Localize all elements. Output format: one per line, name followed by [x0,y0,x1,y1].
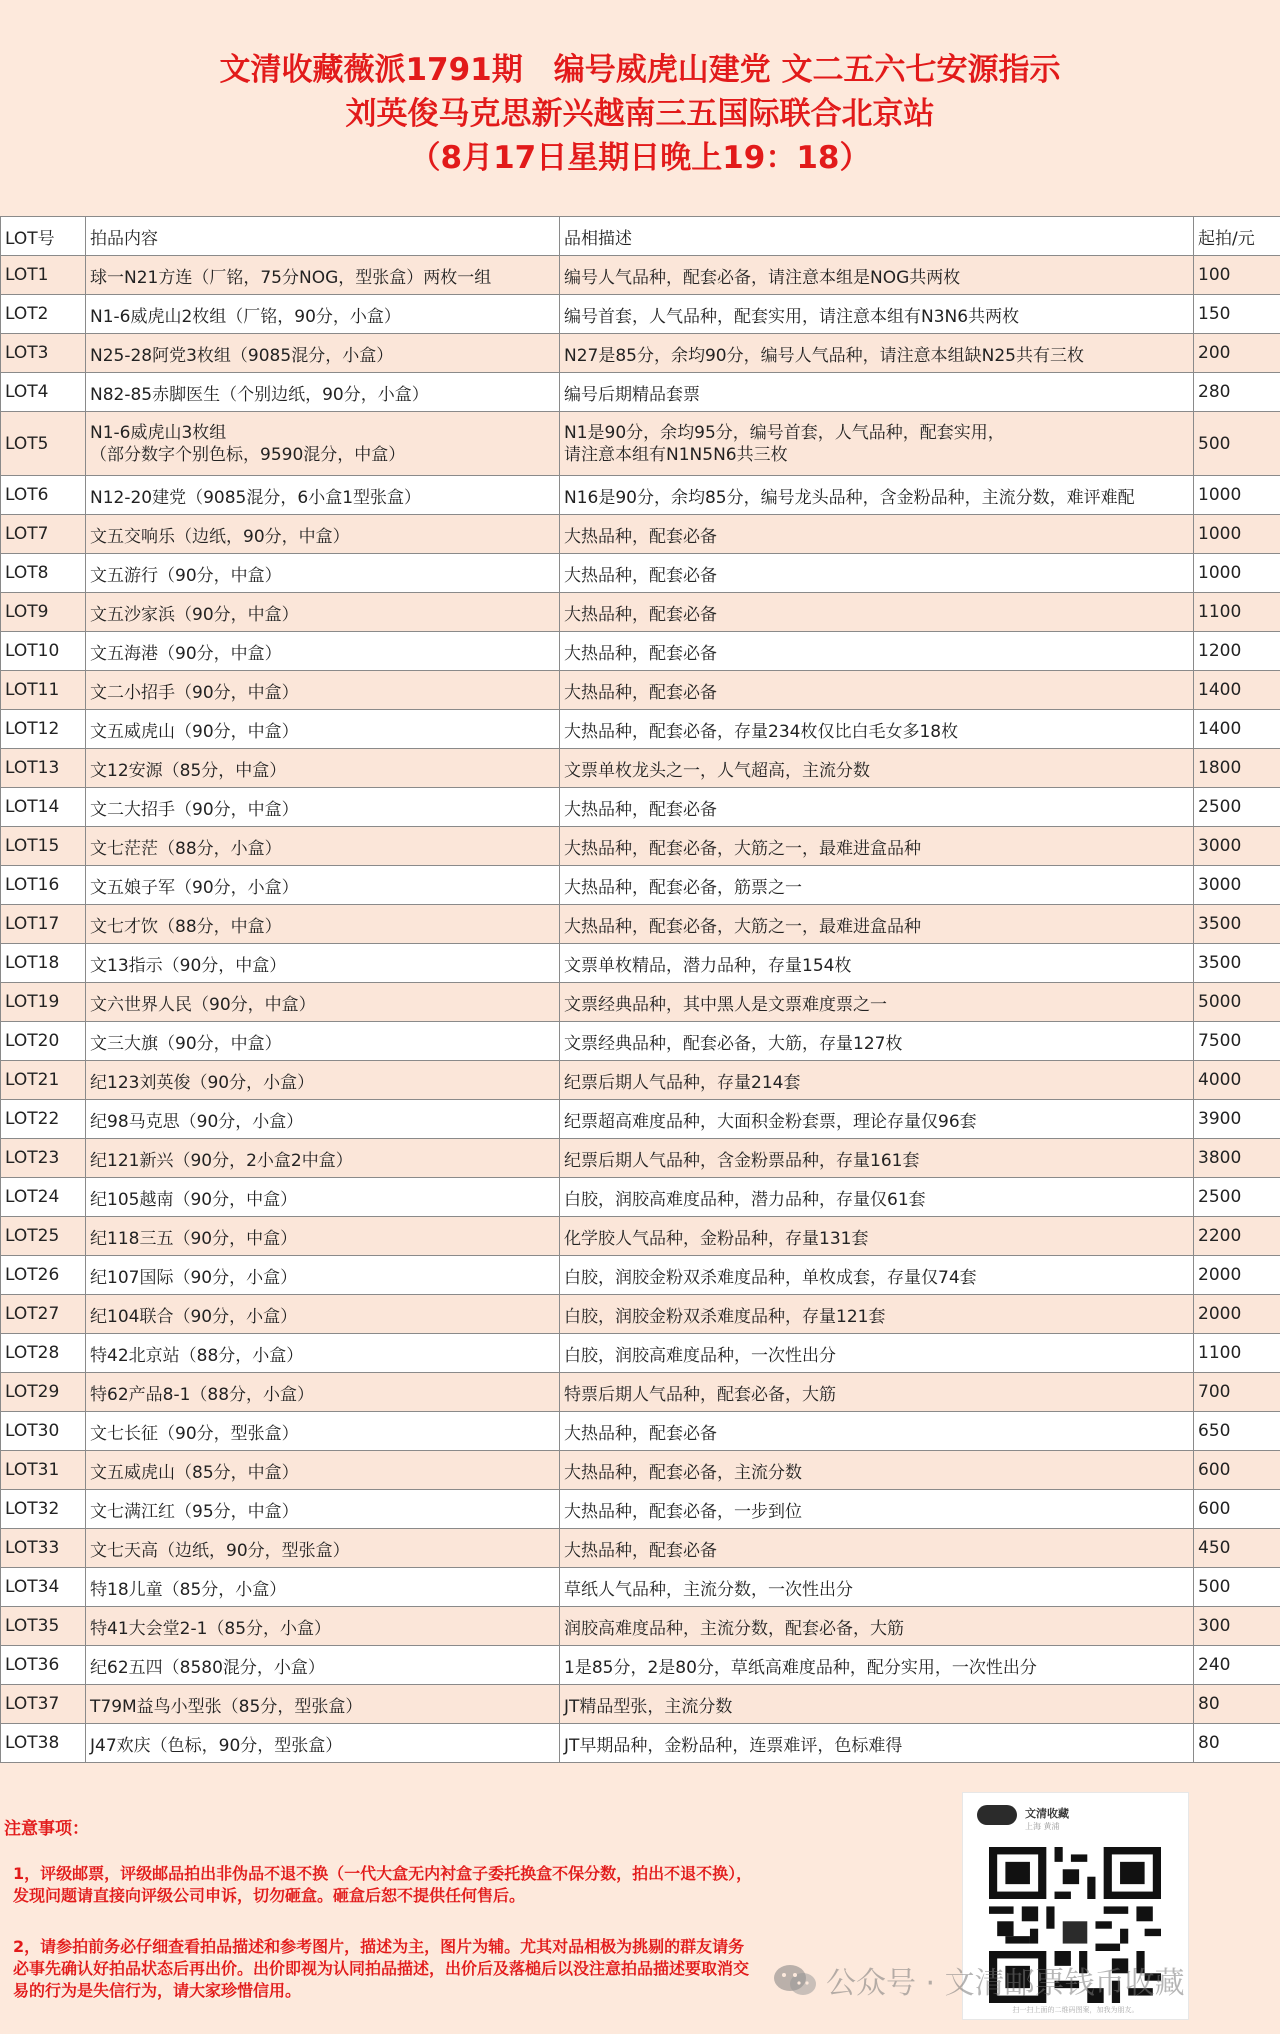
lot-content-cell: 纪121新兴（90分，2小盒2中盒） [86,1139,560,1178]
lot-price-cell: 100 [1194,256,1280,295]
lot-condition-cell: 白胶，润胶高难度品种，潜力品种，存量仅61套 [560,1178,1194,1217]
lot-price-cell: 280 [1194,373,1280,412]
lot-condition-cell: 大热品种，配套必备，筋票之一 [560,866,1194,905]
lot-number-cell: LOT17 [1,905,86,944]
lot-number-cell: LOT24 [1,1178,86,1217]
table-row [1,1295,1280,1334]
qr-account-name: 文清收藏 [1025,1807,1069,1820]
lot-condition-cell: 大热品种，配套必备 [560,632,1194,671]
lot-content-cell [86,412,560,476]
lot-price-cell: 4000 [1194,1061,1280,1100]
lot-price-cell: 1100 [1194,1334,1280,1373]
table-row [1,1451,1280,1490]
lot-number-cell: LOT19 [1,983,86,1022]
lot-condition-cell [560,412,1194,476]
lot-number-cell: LOT33 [1,1529,86,1568]
lot-price-cell: 3500 [1194,905,1280,944]
lot-number-cell: LOT6 [1,476,86,515]
table-row [1,671,1280,710]
lot-number-cell: LOT16 [1,866,86,905]
lot-price-cell: 3000 [1194,827,1280,866]
lot-price-cell: 600 [1194,1451,1280,1490]
note-item-2: 2，请参拍前务必仔细查看拍品描述和参考图片，描述为主，图片为辅。尤其对品相极为挑剔的群友请务必事先确认好拍品状态后再出价。出价即视为认同拍品描述，出价后及落槌后以没注意拍品描述要取消交易的行为是失信行为，请大家珍惜信用。 [13,1937,750,2000]
lot-condition-cell: JT早期品种，金粉品种，连票难评，色标难得 [560,1724,1194,1763]
table-row [1,905,1280,944]
lot-number-cell: LOT11 [1,671,86,710]
lot-price-cell: 80 [1194,1724,1280,1763]
lot-content-cell: 纪107国际（90分，小盒） [86,1256,560,1295]
table-row [1,1490,1280,1529]
lot-condition-cell: 草纸人气品种，主流分数，一次性出分 [560,1568,1194,1607]
lot-number-cell: LOT3 [1,334,86,373]
lot-number-cell: LOT28 [1,1334,86,1373]
table-row [1,1139,1280,1178]
lot-price-cell: 5000 [1194,983,1280,1022]
lot-content-cell: 纪123刘英俊（90分，小盒） [86,1061,560,1100]
lot-condition-cell: 文票经典品种，配套必备，大筋，存量127枚 [560,1022,1194,1061]
table-row [1,749,1280,788]
lot-content-cell-line-2: （部分数字个别色标，9590混分，中盒） [90,444,406,465]
column-header-content: 拍品内容 [86,217,560,256]
lot-price-cell: 450 [1194,1529,1280,1568]
lot-content-cell: 纪98马克思（90分，小盒） [86,1100,560,1139]
lot-content-cell: 文七茫茫（88分，小盒） [86,827,560,866]
lot-price-cell: 1100 [1194,593,1280,632]
lot-condition-cell: 大热品种，配套必备 [560,554,1194,593]
lot-price-cell: 2500 [1194,788,1280,827]
lot-content-cell: 特41大会堂2-1（85分，小盒） [86,1607,560,1646]
lot-condition-cell: 大热品种，配套必备，存量234枚仅比白毛女多18枚 [560,710,1194,749]
lot-content-cell: 球一N21方连（厂铭，75分NOG，型张盒）两枚一组 [86,256,560,295]
table-row [1,1178,1280,1217]
lot-content-cell: 文七满江红（95分，中盒） [86,1490,560,1529]
lot-condition-cell: 大热品种，配套必备 [560,788,1194,827]
lot-number-cell: LOT38 [1,1724,86,1763]
lot-price-cell: 3800 [1194,1139,1280,1178]
table-row [1,632,1280,671]
lot-condition-cell: 大热品种，配套必备 [560,1412,1194,1451]
table-row [1,1607,1280,1646]
lot-content-cell: 纪104联合（90分，小盒） [86,1295,560,1334]
lot-content-cell: N25-28阿党3枚组（9085混分，小盒） [86,334,560,373]
lot-number-cell: LOT18 [1,944,86,983]
lot-content-cell: 文七才饮（88分，中盒） [86,905,560,944]
table-header-row [1,217,1280,256]
lot-content-cell: 特42北京站（88分，小盒） [86,1334,560,1373]
lot-condition-cell: N16是90分，余均85分，编号龙头品种，含金粉品种，主流分数，难评难配 [560,476,1194,515]
lot-number-cell: LOT1 [1,256,86,295]
lot-content-cell: 文二小招手（90分，中盒） [86,671,560,710]
lot-price-cell: 80 [1194,1685,1280,1724]
lot-condition-cell: 文票单枚精品，潜力品种，存量154枚 [560,944,1194,983]
column-header-price: 起拍/元 [1194,217,1280,256]
lot-price-cell: 1400 [1194,710,1280,749]
lot-condition-cell-line-2: 请注意本组有N1N5N6共三枚 [564,444,788,465]
lot-price-cell: 3500 [1194,944,1280,983]
lot-price-cell: 500 [1194,1568,1280,1607]
lot-price-cell: 600 [1194,1490,1280,1529]
lot-content-cell: 纪118三五（90分，中盒） [86,1217,560,1256]
table-row [1,1568,1280,1607]
table-row [1,1100,1280,1139]
table-row [1,334,1280,373]
title-line-1: 文清收藏薇派1791期 编号威虎山建党 文二五六七安源指示 [219,52,1061,88]
lot-number-cell: LOT13 [1,749,86,788]
lot-content-cell: 文13指示（90分，中盒） [86,944,560,983]
lot-price-cell: 2500 [1194,1178,1280,1217]
lot-number-cell: LOT14 [1,788,86,827]
lot-number-cell: LOT34 [1,1568,86,1607]
table-row [1,1256,1280,1295]
lot-condition-cell: 润胶高难度品种，主流分数，配套必备，大筋 [560,1607,1194,1646]
lot-content-cell: 纪105越南（90分，中盒） [86,1178,560,1217]
lot-number-cell: LOT4 [1,373,86,412]
lot-price-cell: 7500 [1194,1022,1280,1061]
lot-number-cell: LOT2 [1,295,86,334]
table-row [1,1529,1280,1568]
lot-content-cell: N12-20建党（9085混分，6小盒1型张盒） [86,476,560,515]
lot-number-cell: LOT32 [1,1490,86,1529]
lot-price-cell: 1000 [1194,554,1280,593]
table-row [1,593,1280,632]
lot-price-cell: 1000 [1194,515,1280,554]
lot-condition-cell: 大热品种，配套必备，大筋之一，最难进盒品种 [560,905,1194,944]
lot-content-cell: N82-85赤脚医生（个别边纸，90分，小盒） [86,373,560,412]
lot-condition-cell: 大热品种，配套必备 [560,1529,1194,1568]
lot-condition-cell: 纪票后期人气品种，存量214套 [560,1061,1194,1100]
table-row [1,1373,1280,1412]
lot-content-cell: 文七天高（边纸，90分，型张盒） [86,1529,560,1568]
wechat-icon [772,1963,818,1997]
lot-condition-cell: 大热品种，配套必备 [560,593,1194,632]
lot-price-cell: 500 [1194,412,1280,476]
lot-condition-cell: 编号人气品种，配套必备，请注意本组是NOG共两枚 [560,256,1194,295]
lot-content-cell: 文三大旗（90分，中盒） [86,1022,560,1061]
table-row [1,827,1280,866]
table-row [1,1685,1280,1724]
lot-number-cell: LOT26 [1,1256,86,1295]
lot-content-cell: 文五威虎山（90分，中盒） [86,710,560,749]
table-row [1,944,1280,983]
lot-price-cell: 700 [1194,1373,1280,1412]
lot-condition-cell: 大热品种，配套必备 [560,515,1194,554]
table-row [1,1022,1280,1061]
lot-condition-cell: N27是85分，余均90分，编号人气品种，请注意本组缺N25共有三枚 [560,334,1194,373]
lot-content-cell: 文五沙家浜（90分，中盒） [86,593,560,632]
table-row [1,866,1280,905]
lot-condition-cell: 编号首套，人气品种，配套实用，请注意本组有N3N6共两枚 [560,295,1194,334]
lot-content-cell-line-1: N1-6威虎山3枚组 [90,422,227,443]
column-header-condition: 品相描述 [560,217,1194,256]
table-row [1,710,1280,749]
lot-condition-cell: 纪票超高难度品种，大面积金粉套票，理论存量仅96套 [560,1100,1194,1139]
lot-number-cell: LOT23 [1,1139,86,1178]
lot-condition-cell: 文票经典品种，其中黑人是文票难度票之一 [560,983,1194,1022]
lot-price-cell: 3000 [1194,866,1280,905]
lot-condition-cell: 特票后期人气品种，配套必备，大筋 [560,1373,1194,1412]
notes-title: 注意事项： [4,1819,89,1839]
table-row [1,256,1280,295]
lot-number-cell: LOT21 [1,1061,86,1100]
lot-condition-cell: 白胶，润胶金粉双杀难度品种，存量121套 [560,1295,1194,1334]
lot-price-cell: 3900 [1194,1100,1280,1139]
lot-number-cell: LOT10 [1,632,86,671]
lot-condition-cell: 白胶，润胶金粉双杀难度品种，单枚成套，存量仅74套 [560,1256,1194,1295]
lot-number-cell: LOT12 [1,710,86,749]
lot-number-cell: LOT8 [1,554,86,593]
table-row [1,1061,1280,1100]
lot-condition-cell: JT精品型张，主流分数 [560,1685,1194,1724]
title-line-2: 刘英俊马克思新兴越南三五国际联合北京站 [345,96,935,132]
lot-content-cell: 特18儿童（85分，小盒） [86,1568,560,1607]
qr-footer-text: 扫一扫上面的二维码图案，加我为朋友。 [1012,2006,1139,2014]
table-row [1,515,1280,554]
lot-content-cell: 纪62五四（8580混分，小盒） [86,1646,560,1685]
lot-price-cell: 2000 [1194,1256,1280,1295]
lot-price-cell: 2000 [1194,1295,1280,1334]
lot-content-cell: 文五海港（90分，中盒） [86,632,560,671]
lot-number-cell: LOT27 [1,1295,86,1334]
lot-condition-cell-line-1: N1是90分，余均95分，编号首套，人气品种，配套实用， [564,422,1005,443]
lot-number-cell: LOT36 [1,1646,86,1685]
lot-content-cell: 文五娘子军（90分，小盒） [86,866,560,905]
table-row [1,1217,1280,1256]
lot-content-cell: 文七长征（90分，型张盒） [86,1412,560,1451]
lot-condition-cell: 化学胶人气品种，金粉品种，存量131套 [560,1217,1194,1256]
column-header-lot: LOT号 [1,217,86,256]
lot-content-cell: T79M益鸟小型张（85分，型张盒） [86,1685,560,1724]
lot-content-cell: 文五威虎山（85分，中盒） [86,1451,560,1490]
lot-table [0,216,1280,1763]
table-row [1,1646,1280,1685]
table-row [1,1412,1280,1451]
lot-content-cell: N1-6威虎山2枚组（厂铭，90分，小盒） [86,295,560,334]
table-row [1,476,1280,515]
qr-logo [977,1805,1017,1825]
lot-content-cell: 文五交响乐（边纸，90分，中盒） [86,515,560,554]
lot-condition-cell: 大热品种，配套必备，大筋之一，最难进盒品种 [560,827,1194,866]
lot-number-cell: LOT5 [1,412,86,476]
table-row [1,983,1280,1022]
lot-number-cell: LOT25 [1,1217,86,1256]
qr-account-location: 上海 黄浦 [1025,1822,1060,1831]
lot-condition-cell: 大热品种，配套必备，主流分数 [560,1451,1194,1490]
lot-price-cell: 240 [1194,1646,1280,1685]
table-row [1,1334,1280,1373]
lot-price-cell: 150 [1194,295,1280,334]
lot-price-cell: 2200 [1194,1217,1280,1256]
lot-number-cell: LOT29 [1,1373,86,1412]
auction-header [0,0,1280,216]
lot-price-cell: 300 [1194,1607,1280,1646]
lot-condition-cell: 纪票后期人气品种，含金粉票品种，存量161套 [560,1139,1194,1178]
title-line-3: （8月17日星期日晚上19：18） [409,140,871,176]
lot-condition-cell: 白胶，润胶高难度品种，一次性出分 [560,1334,1194,1373]
table-row [1,554,1280,593]
lot-price-cell: 1400 [1194,671,1280,710]
lot-content-cell: 文五游行（90分，中盒） [86,554,560,593]
table-row [1,373,1280,412]
lot-content-cell: 文12安源（85分，中盒） [86,749,560,788]
table-row [1,295,1280,334]
lot-number-cell: LOT30 [1,1412,86,1451]
lot-number-cell: LOT9 [1,593,86,632]
lot-price-cell: 1000 [1194,476,1280,515]
lot-number-cell: LOT35 [1,1607,86,1646]
lot-condition-cell: 大热品种，配套必备 [560,671,1194,710]
note-item-1: 1，评级邮票，评级邮品拍出非伪品不退不换（一代大盒无内衬盒子委托换盒不保分数，拍出不退不换），发现问题请直接向评级公司申诉，切勿砸盒。砸盒后恕不提供任何售后。 [13,1864,753,1905]
lot-condition-cell: 文票单枚龙头之一，人气超高，主流分数 [560,749,1194,788]
lot-rows [1,256,1280,1763]
lot-price-cell: 650 [1194,1412,1280,1451]
watermark-text: 公众号 · 文清邮票钱币收藏 [826,1966,1185,2001]
lot-number-cell: LOT20 [1,1022,86,1061]
lot-number-cell: LOT37 [1,1685,86,1724]
table-row [1,788,1280,827]
lot-condition-cell: 编号后期精品套票 [560,373,1194,412]
lot-condition-cell: 1是85分，2是80分，草纸高难度品种，配分实用，一次性出分 [560,1646,1194,1685]
table-row [1,1724,1280,1763]
table-row [1,412,1280,476]
lot-content-cell: 文二大招手（90分，中盒） [86,788,560,827]
lot-number-cell: LOT15 [1,827,86,866]
watermark [772,1958,1185,2002]
lot-condition-cell: 大热品种，配套必备，一步到位 [560,1490,1194,1529]
lot-number-cell: LOT7 [1,515,86,554]
lot-number-cell: LOT22 [1,1100,86,1139]
lot-number-cell: LOT31 [1,1451,86,1490]
lot-content-cell: J47欢庆（色标，90分，型张盒） [86,1724,560,1763]
lot-price-cell: 200 [1194,334,1280,373]
lot-content-cell: 文六世界人民（90分，中盒） [86,983,560,1022]
lot-price-cell: 1800 [1194,749,1280,788]
lot-price-cell: 1200 [1194,632,1280,671]
lot-content-cell: 特62产品8-1（88分，小盒） [86,1373,560,1412]
